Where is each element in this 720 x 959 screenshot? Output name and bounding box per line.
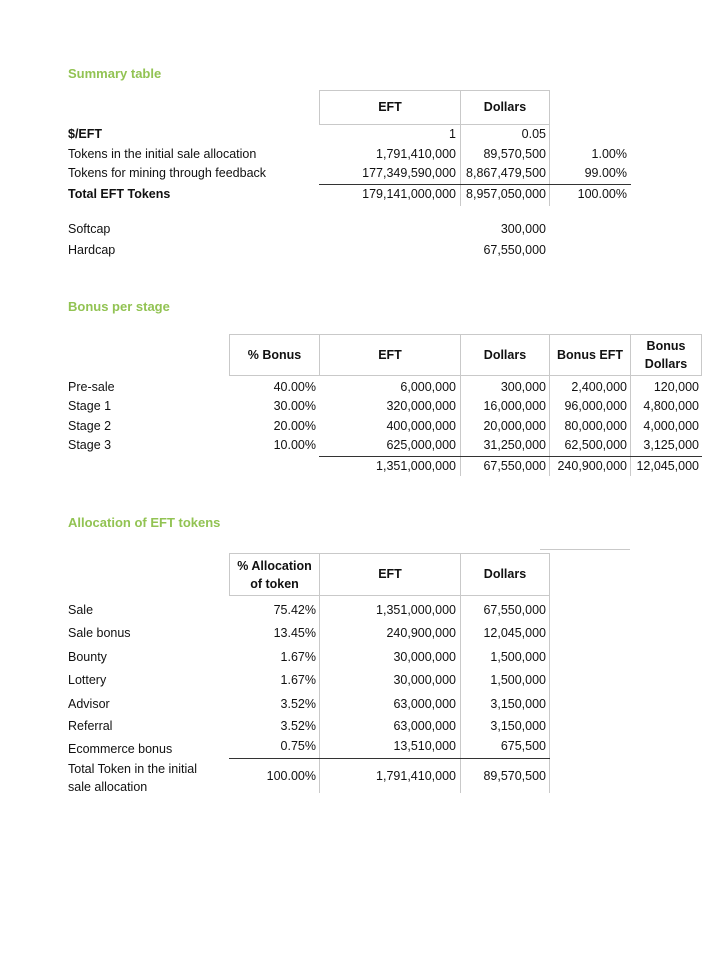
allocation-row-dollars: 3,150,000 [490,697,546,711]
bonus-row-bonus-dollars: 4,800,000 [643,399,699,413]
allocation-row-pct: 75.42% [273,603,316,617]
bonus-row-bonus-dollars: 3,125,000 [643,438,699,452]
allocation-row-label: Sale bonus [68,626,131,640]
allocation-total-pct: 100.00% [266,769,316,783]
allocation-row-dollars: 1,500,000 [490,650,546,664]
bonus-title: Bonus per stage [68,299,170,314]
allocation-total-rule [229,758,550,759]
summary-total-rule [319,184,631,185]
bonus-header-dollars: Dollars [483,347,527,362]
bonus-total-dollars: 67,550,000 [483,459,546,473]
summary-title: Summary table [68,66,162,81]
summary-row-label: Tokens for mining through feedback [68,166,267,180]
bonus-row-dollars: 20,000,000 [483,419,546,433]
bonus-row-bonus-eft: 80,000,000 [564,419,627,433]
summary-row-eft: 1 [449,127,456,141]
bonus-header-bonus-dollars: Bonus Dollars [644,339,688,371]
bonus-header-eft: EFT [378,347,402,362]
summary-row-label: $/EFT [68,127,103,141]
bonus-row-dollars: 16,000,000 [483,399,546,413]
allocation-row-dollars: 67,550,000 [483,603,546,617]
summary-row-pct: 99.00% [584,166,627,180]
allocation-row-pct: 0.75% [280,739,316,753]
bonus-row-bonus-eft: 96,000,000 [564,399,627,413]
bonus-row-eft: 320,000,000 [386,399,456,413]
allocation-row-dollars: 12,045,000 [483,626,546,640]
allocation-row-label: Bounty [68,650,107,664]
bonus-row-dollars: 300,000 [500,380,546,394]
allocation-title: Allocation of EFT tokens [68,515,221,530]
allocation-row-eft: 240,900,000 [386,626,456,640]
bonus-total-rule [319,456,702,457]
allocation-row-pct: 3.52% [280,697,316,711]
allocation-row-eft: 13,510,000 [393,739,456,753]
allocation-row-label: Sale [68,603,94,617]
allocation-row-eft: 30,000,000 [393,673,456,687]
bonus-row-pct: 10.00% [273,438,316,452]
summary-total-label: Total EFT Tokens [68,187,171,201]
allocation-row-eft: 30,000,000 [393,650,456,664]
softcap-value: 300,000 [500,222,546,236]
allocation-row-pct: 1.67% [280,673,316,687]
allocation-total-dollars: 89,570,500 [483,769,546,783]
allocation-row-label: Referral [68,719,113,733]
summary-row-dollars: 89,570,500 [483,147,546,161]
allocation-row-label: Ecommerce bonus [68,742,173,756]
bonus-row-pct: 40.00% [273,380,316,394]
bonus-row-bonus-eft: 2,400,000 [571,380,627,394]
bonus-row-pct: 30.00% [273,399,316,413]
softcap-label: Softcap [68,222,111,236]
bonus-row-bonus-dollars: 120,000 [653,380,699,394]
summary-header-dollars: Dollars [483,100,527,114]
allocation-top-rule [540,549,630,550]
allocation-row-dollars: 675,500 [500,739,546,753]
allocation-header-dollars: Dollars [483,567,527,581]
bonus-row-eft: 6,000,000 [400,380,456,394]
allocation-row-pct: 13.45% [273,626,316,640]
summary-total-eft: 179,141,000,000 [362,187,456,201]
summary-row-eft: 177,349,590,000 [362,166,456,180]
allocation-row-eft: 63,000,000 [393,719,456,733]
bonus-row-label: Stage 3 [68,438,112,452]
summary-header-eft: EFT [378,100,402,114]
bonus-row-label: Stage 1 [68,399,112,413]
bonus-row-bonus-dollars: 4,000,000 [643,419,699,433]
bonus-row-eft: 625,000,000 [386,438,456,452]
allocation-total-eft: 1,791,410,000 [376,769,456,783]
summary-row-label: Tokens in the initial sale allocation [68,147,257,161]
allocation-row-eft: 1,351,000,000 [376,603,456,617]
bonus-total-bonus-eft: 240,900,000 [557,459,627,473]
allocation-row-pct: 1.67% [280,650,316,664]
allocation-header-eft: EFT [378,567,402,581]
bonus-row-dollars: 31,250,000 [483,438,546,452]
summary-row-dollars: 8,867,479,500 [466,166,546,180]
bonus-row-eft: 400,000,000 [386,419,456,433]
summary-row-dollars: 0.05 [521,127,546,141]
allocation-row-dollars: 1,500,000 [490,673,546,687]
allocation-total-label: Total Token in the initial sale allocation [68,762,198,794]
bonus-total-bonus-dollars: 12,045,000 [636,459,699,473]
allocation-row-label: Advisor [68,697,110,711]
bonus-row-pct: 20.00% [273,419,316,433]
summary-row-pct: 1.00% [591,147,627,161]
summary-total-dollars: 8,957,050,000 [466,187,546,201]
allocation-row-label: Lottery [68,673,107,687]
bonus-header-bonus-eft: Bonus EFT [557,347,623,362]
summary-total-pct: 100.00% [577,187,627,201]
hardcap-label: Hardcap [68,243,116,257]
bonus-total-eft: 1,351,000,000 [376,459,456,473]
bonus-row-bonus-eft: 62,500,000 [564,438,627,452]
bonus-row-label: Pre-sale [68,380,115,394]
bonus-row-label: Stage 2 [68,419,112,433]
allocation-row-dollars: 3,150,000 [490,719,546,733]
hardcap-value: 67,550,000 [483,243,546,257]
allocation-header-pct: % Allocation of token [237,558,312,591]
allocation-row-pct: 3.52% [280,719,316,733]
allocation-row-eft: 63,000,000 [393,697,456,711]
summary-row-eft: 1,791,410,000 [376,147,456,161]
bonus-header-pct: % Bonus [247,347,302,362]
